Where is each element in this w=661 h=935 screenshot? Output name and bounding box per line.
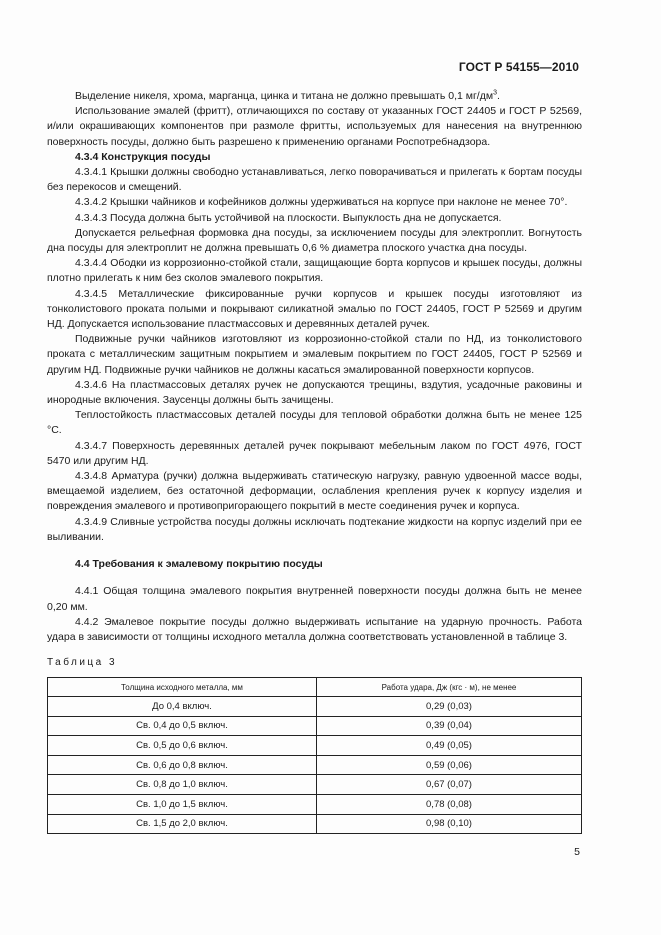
header-impact-work: Работа удара, Дж (кгс · м), не менее — [317, 678, 582, 697]
header-metal-thickness: Толщина исходного металла, мм — [48, 678, 317, 697]
paragraph-4-3-4-1: 4.3.4.1 Крышки должны свободно устанавливаться, легко поворачиваться и прилегать к бортам посуды без перекосов и смещений. — [47, 166, 582, 194]
thickness-cell: Св. 1,5 до 2,0 включ. — [48, 814, 317, 834]
paragraph-4-3-4-8: 4.3.4.8 Арматура (ручки) должна выдерживать статическую нагрузку, равную удвоенной массе воды, вмещаемой изделием, без остаточной деформации, ослабления крепления ручек к корпусу изделия и повреждения эмалевого и противопригорающего покрытий в месте соединения ручек и корпуса. — [47, 470, 582, 513]
paragraph-4-3-4-2: 4.3.4.2 Крышки чайников и кофейников должны удерживаться на корпусе при наклоне не менее 70°. — [75, 196, 568, 209]
paragraph-nickel-limit: Выделение никеля, хрома, марганца, цинка и титана не должно превышать 0,1 $мг/дм^3$. — [75, 89, 500, 102]
impact-table — [47, 677, 582, 834]
paragraph-4-3-4-4: 4.3.4.4 Ободки из коррозионно-стойкой стали, защищающие борта корпусов и крышек посуды, должны плотно прилегать к ним без сколов эмалевого покрытия. — [47, 257, 582, 285]
table-row — [48, 775, 582, 795]
thickness-cell: Св. 0,8 до 1,0 включ. — [48, 775, 317, 795]
impact-cell: 0,29 (0,03) — [317, 697, 582, 717]
page-number: 5 — [574, 846, 580, 858]
impact-cell: 0,39 (0,04) — [317, 716, 582, 736]
paragraph-4-3-4-5: 4.3.4.5 Металлические фиксированные ручки корпусов и крышек посуды изготовляют из тонколистового проката полыми и покрывают силикатной эмалью по ГОСТ 24405, ГОСТ Р 52569 и другим НД. Допускается использование пластмассовых и деревянных деталей ручек. — [47, 287, 582, 331]
document-body — [47, 89, 582, 645]
paragraph-4-3-4-6-b: Теплостойкость пластмассовых деталей посуды для тепловой обработки должна быть не менее 125 °С. — [47, 409, 582, 437]
table-header-row — [48, 678, 582, 697]
paragraph-4-4-2: 4.4.2 Эмалевое покрытие посуды должно выдерживать испытание на ударную прочность. Работа удара в зависимости от толщины исходного металла должна соответствовать установленной в таблице 3. — [47, 615, 582, 643]
paragraph-4-4-1: 4.4.1 Общая толщина эмалевого покрытия внутренней поверхности посуды должна быть не менее 0,20 мм. — [47, 585, 582, 613]
thickness-cell: Св. 1,0 до 1,5 включ. — [48, 794, 317, 814]
table-row — [48, 814, 582, 834]
paragraph-4-3-4-3: 4.3.4.3 Посуда должна быть устойчивой на плоскости. Выпуклость дна не допускается. — [75, 211, 502, 224]
paragraph-4-3-4-9: 4.3.4.9 Сливные устройства посуды должны исключать подтекание жидкости на корпус изделий при ее выливании. — [47, 515, 582, 543]
thickness-cell: До 0,4 включ. — [48, 697, 317, 717]
impact-cell: 0,98 (0,10) — [317, 814, 582, 834]
table-row — [48, 716, 582, 736]
thickness-cell: Св. 0,4 до 0,5 включ. — [48, 716, 317, 736]
table-row — [48, 755, 582, 775]
table-row — [48, 697, 582, 717]
document-number: ГОСТ Р 54155—2010 — [458, 60, 579, 74]
paragraph-4-3-4-5-b: Подвижные ручки чайников изготовляют из коррозионно-стойкой стали по НД, из тонколистового проката с металлическим защитным покрытием и эмалевым покрытием по ГОСТ 24405, ГОСТ Р 52569 и другим НД. Подвижные ручки чайников не должны касаться эмалированной поверхности корпусов. — [47, 333, 582, 376]
impact-cell: 0,49 (0,05) — [317, 736, 582, 756]
thickness-cell: Св. 0,6 до 0,8 включ. — [48, 755, 317, 775]
impact-cell: 0,59 (0,06) — [317, 755, 582, 775]
impact-cell: 0,78 (0,08) — [317, 794, 582, 814]
paragraph-4-3-4-6: 4.3.4.6 На пластмассовых деталях ручек не допускаются трещины, вздутия, усадочные раковины и инородные включения. Заусенцы должны быть зачищены. — [47, 378, 582, 407]
section-heading-4-4: 4.4 Требования к эмалевому покрытию посуды — [75, 558, 323, 571]
thickness-cell: Св. 0,5 до 0,6 включ. — [48, 736, 317, 756]
paragraph-4-3-4-7: 4.3.4.7 Поверхность деревянных деталей ручек покрывают мебельным лаком по ГОСТ 4976, ГОСТ 5470 или другим НД. — [47, 439, 582, 467]
table-row — [48, 794, 582, 814]
table-row — [48, 736, 582, 756]
paragraph-enamel-usage: Использование эмалей (фритт), отличающихся по составу от указанных ГОСТ 24405 и ГОСТ Р 52569, и/или окрашивающих компонентов при размоле фритты, используемых для нанесения на внутреннюю поверхность посуды, должно быть разрешено к применению органами Роспотребнадзора. — [47, 105, 582, 148]
table-title: Таблица 3 — [47, 657, 118, 668]
paragraph-4-3-4-3-b: Допускается рельефная формовка дна посуды, за исключением посуды для электроплит. Вогнутость дна посуды для электроплит не должна превышать 0,6 % диаметра плоского участка дна посуды. — [47, 226, 582, 255]
section-heading-4-3-4: 4.3.4 Конструкция посуды — [75, 150, 211, 163]
impact-cell: 0,67 (0,07) — [317, 775, 582, 795]
